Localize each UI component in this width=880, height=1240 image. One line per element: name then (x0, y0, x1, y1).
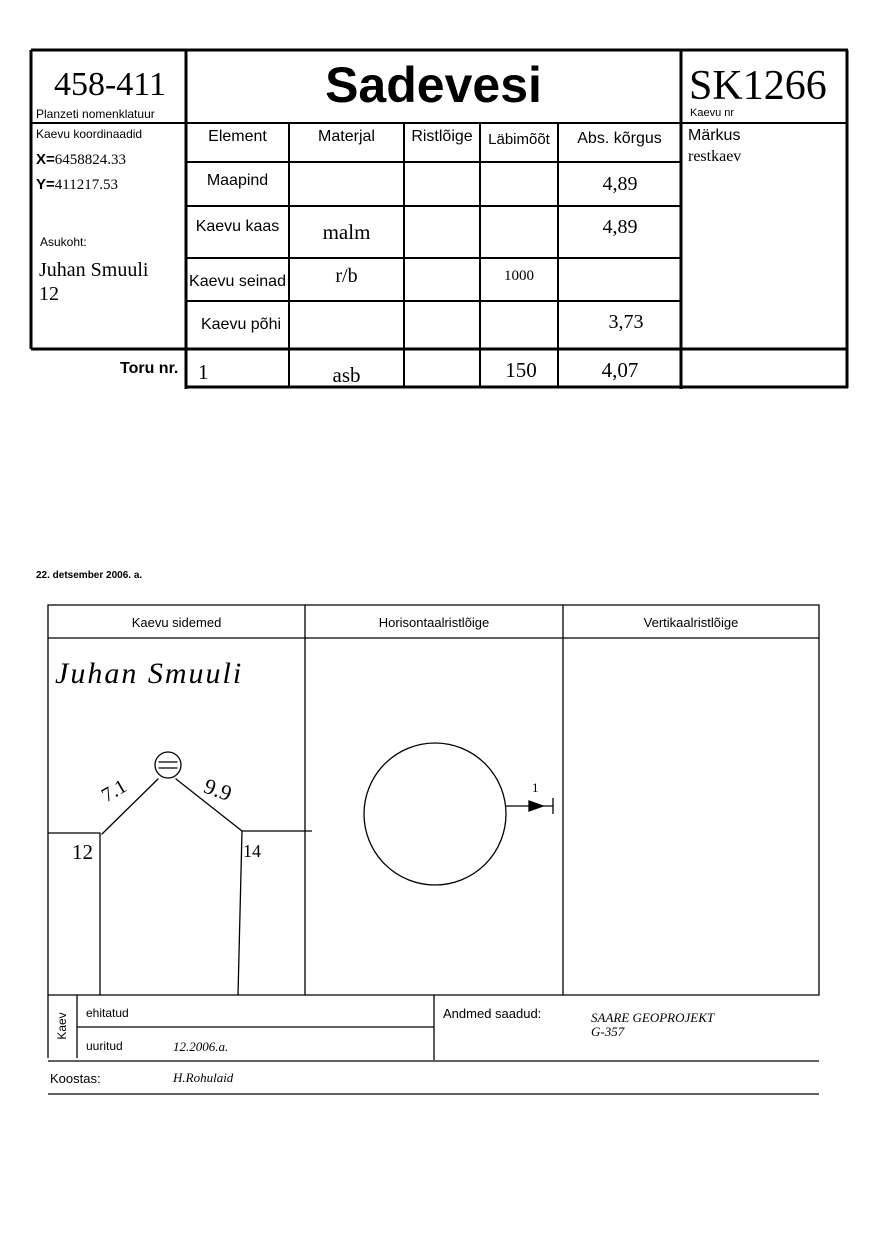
row-abs-height: 4,89 (602, 172, 638, 195)
row-material: r/b (335, 264, 358, 287)
compiled-by-value: H.Rohulaid (173, 1070, 234, 1085)
row-element: Kaevu kaas (195, 218, 280, 235)
row-material (289, 301, 404, 348)
pipe-number: 1 (198, 360, 209, 384)
map-nomenclature-label: Planzeti nomenklatuur (36, 107, 155, 121)
header-material: Materjal (318, 128, 375, 145)
pipe-diameter: 150 (505, 357, 537, 382)
row-cross-section (404, 206, 480, 258)
pipe-mark: 1 (532, 780, 539, 795)
row-element: Kaevu seinad (189, 273, 286, 290)
row-material: malm (322, 219, 371, 244)
surveyed-value: 12.2006.a. (173, 1039, 229, 1054)
map-nomenclature: 458-411 (53, 66, 167, 103)
kaev-label-cell (48, 995, 77, 1058)
header-remark: Märkus (688, 127, 741, 144)
pipe-material: asb (332, 362, 361, 387)
panel-title-horizontal: Horisontaalristlõige (378, 614, 490, 630)
row-diameter (480, 206, 558, 258)
y-coordinate (36, 176, 118, 194)
ties-sketch (48, 638, 312, 995)
data-source-code: G-357 (591, 1024, 625, 1039)
row-cross-section (404, 258, 480, 301)
y-value: 411217.53 (54, 177, 118, 193)
built-label: ehitatud (86, 1006, 129, 1020)
manhole-icon (155, 752, 181, 778)
row-cross-section (404, 162, 480, 206)
row-abs-height: 3,73 (608, 311, 644, 333)
pipe-remark (681, 350, 847, 387)
pipe-cross-section (404, 350, 480, 387)
x-value: 6458824.33 (54, 152, 127, 168)
x-coordinate (36, 151, 126, 169)
sketch-building-12: 12 (72, 840, 93, 864)
pipe-label: Toru nr. (120, 360, 179, 377)
row-element: Maapind (206, 172, 269, 189)
well-circle (364, 743, 506, 885)
pipe-abs-height: 4,07 (601, 357, 639, 382)
header-diameter: Läbimõõt (488, 130, 550, 148)
well-number: SK1266 (689, 63, 827, 109)
pipe-arrow-icon (529, 801, 543, 811)
panel-title-ties: Kaevu sidemed (131, 614, 222, 630)
row-diameter: 1000 (504, 267, 534, 284)
row-diameter (480, 162, 558, 206)
row-abs-height: 4,89 (602, 215, 638, 238)
header-abs-height: Abs. kõrgus (577, 130, 662, 147)
sketch-left-distance: 7.1 (97, 775, 131, 807)
survey-date: 22. detsember 2006. a. (36, 570, 143, 581)
sketch-right-distance: 9.9 (200, 773, 236, 806)
compiled-by-label: Koostas: (50, 1071, 101, 1086)
data-source-company: SAARE GEOPROJEKT (591, 1010, 715, 1025)
panel-title-vertical: Vertikaalristlõige (643, 614, 739, 630)
header-element: Element (208, 128, 267, 145)
row-diameter (480, 301, 558, 348)
row-element: Kaevu põhi (200, 316, 282, 333)
location-house-number: 12 (39, 283, 59, 305)
card-title: Sadevesi (325, 57, 542, 113)
row-abs-height (574, 258, 666, 301)
row-material (289, 162, 404, 206)
y-label: Y= (36, 176, 55, 193)
data-source-label: Andmed saadud: (443, 1006, 542, 1021)
remark-value: restkaev (688, 148, 742, 165)
x-label: X= (36, 151, 55, 168)
location-label: Asukoht: (40, 235, 87, 249)
horizontal-section-sketch (305, 638, 563, 995)
sketch-street-name: Juhan Smuuli (55, 657, 244, 690)
header-cross-section: Ristlõige (411, 128, 473, 145)
kaev-label: Kaev (55, 1012, 69, 1040)
sketch-building-14: 14 (243, 841, 261, 861)
surveyed-label: uuritud (86, 1039, 123, 1053)
row-cross-section (404, 301, 480, 348)
well-number-label: Kaevu nr (690, 107, 735, 119)
coordinates-label: Kaevu koordinaadid (36, 127, 143, 141)
location-street: Juhan Smuuli (39, 259, 149, 281)
